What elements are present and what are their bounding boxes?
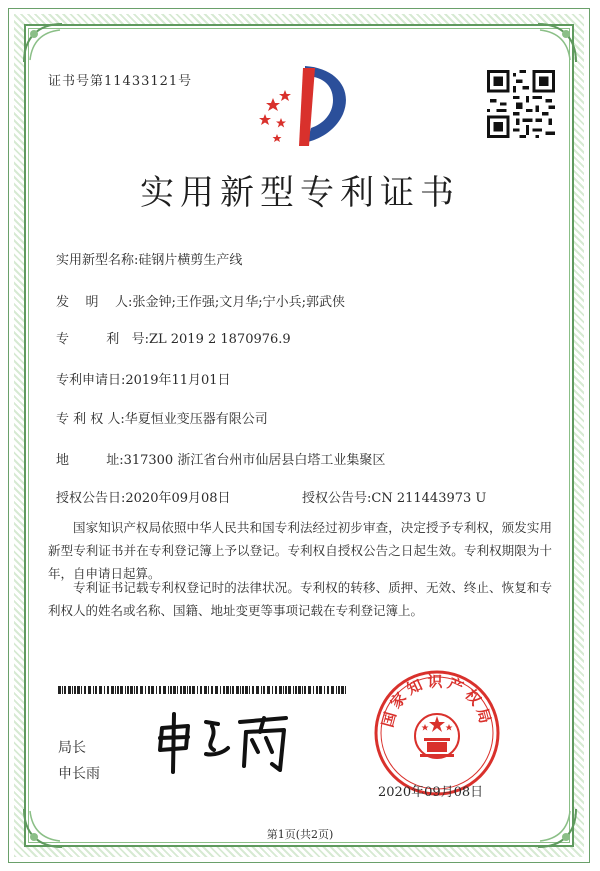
field-filing-date [56,369,231,388]
stamp-date: 2020年09月08日 [378,785,484,800]
field-label: 实用新型名称: [56,253,139,268]
page-number: 第1页(共2页) [266,828,334,841]
field-patent-number [56,328,291,347]
field-value: 张金钟;王作强;文月华;宁小兵;郭武侠 [132,295,345,310]
field-patentee [56,408,268,427]
field-label: 专 利 号: [56,332,149,347]
svg-text:国家知识产权局: 国家知识产权局 [378,672,496,730]
signature-title: 局长 [58,740,86,756]
body-paragraph: 专利证书记载专利权登记时的法律状况。专利权的转移、质押、无效、终止、恢复和专利权人的姓名或名称、国籍、地址变更等事项记载在专利登记簿上。 [48,580,552,618]
certificate-title: 实用新型专利证书 [140,173,460,213]
barcode-icon [58,686,348,694]
body-paragraph: 国家知识产权局依照中华人民共和国专利法经过初步审查，决定授予专利权，颁发实用新型专利证书并在专利登记簿上予以登记。专利权自授权公告之日起生效。专利权期限为十年，自申请日起算。 [48,520,552,581]
field-value: 2019年11月01日 [125,373,231,388]
field-inventor [56,291,345,310]
field-address [56,449,385,468]
field-grant-number [302,487,486,506]
certificate-number: 证书号第11433121号 [48,74,193,89]
field-grant-date [56,487,231,506]
field-value: 硅钢片横剪生产线 [138,253,243,268]
field-label: 专 利 权 人: [56,412,125,427]
field-label: 专利申请日: [56,373,126,388]
corner-ornament-top-right [534,20,580,66]
qr-code-icon [487,70,555,138]
field-value: 华夏恒业变压器有限公司 [124,412,268,427]
field-label: 地 址: [56,453,124,468]
field-label: 发 明 人: [56,295,133,310]
field-label: 授权公告号: [302,491,372,506]
cnipa-logo-icon [255,62,355,152]
field-label: 授权公告日: [56,491,126,506]
field-value: ZL 2019 2 1870976.9 [148,332,291,347]
field-value: CN 211443973 U [371,491,487,506]
field-value: 2020年09月08日 [125,491,231,506]
field-value: 317300 浙江省台州市仙居县白塔工业集聚区 [123,453,386,468]
official-seal-icon [372,668,502,798]
handwritten-signature-icon [148,708,298,780]
field-utility-model-name [56,249,242,268]
corner-ornament-top-left [20,20,66,66]
signature-name: 申长雨 [58,766,100,782]
